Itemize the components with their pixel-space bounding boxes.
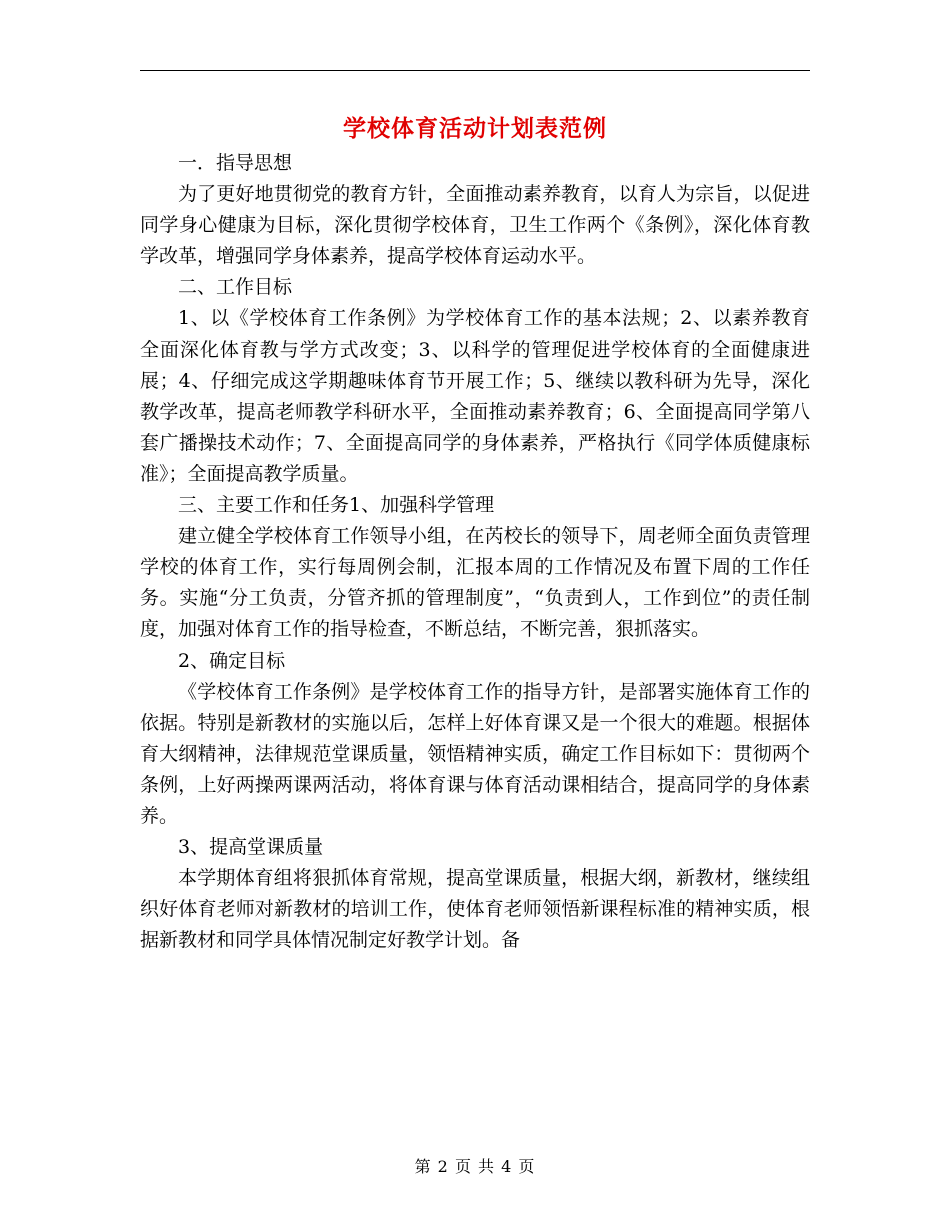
paragraph-guiding-ideology: 为了更好地贯彻党的教育方针，全面推动素养教育，以育人为宗旨，以促进同学身心健康为目标，深化贯彻学校体育，卫生工作两个《条例》，深化体育教学改革，增强同学身体素养，提高学校体育运动水平。 <box>140 183 810 268</box>
heading-main-tasks: 三、主要工作和任务1、加强科学管理 <box>178 494 495 517</box>
heading-set-goals: 2、确定目标 <box>178 649 286 672</box>
header-rule <box>140 70 810 71</box>
paragraph-work-goals: 1、以《学校体育工作条例》为学校体育工作的基本法规；2、以素养教育全面深化体育教与学方式改变；3、以科学的管理促进学校体育的全面健康进展；4、仔细完成这学期趣味体育节开展工作；5、继续以教科研为先导，深化教学改革，提高老师教学科研水平，全面推动素养教育；6、全面提高同学第八套广播操技术动作；7、全面提高同学的身体素养，严格执行《同学体质健康标准》；全面提高教学质量。 <box>140 307 810 485</box>
paragraph-management: 建立健全学校体育工作领导小组，在芮校长的领导下，周老师全面负责管理学校的体育工作，实行每周例会制，汇报本周的工作情况及布置下周的工作任务。实施“分工负责，分管齐抓的管理制度”，“负责到人，工作到位”的责任制度，加强对体育工作的指导检查，不断总结，不断完善，狠抓落实。 <box>140 525 810 641</box>
page-footer: 第 2 页 共 4 页 <box>414 1157 536 1176</box>
heading-class-quality: 3、提高堂课质量 <box>178 836 324 859</box>
heading-guiding-ideology: 一．指导思想 <box>178 152 293 174</box>
heading-work-goals: 二、工作目标 <box>178 276 293 299</box>
paragraph-set-goals: 《学校体育工作条例》是学校体育工作的指导方针，是部署实施体育工作的依据。特别是新教材的实施以后，怎样上好体育课又是一个很大的难题。根据体育大纲精神，法律规范堂课质量，领悟精神实质，确定工作目标如下：贯彻两个条例，上好两操两课两活动，将体育课与体育活动课相结合，提高同学的身体素养。 <box>140 680 810 827</box>
document-title: 学校体育活动计划表范例 <box>343 115 607 142</box>
document-body <box>140 148 810 956</box>
paragraph-class-quality: 本学期体育组将狠抓体育常规，提高堂课质量，根据大纲，新教材，继续组织好体育老师对新教材的培训工作，使体育老师领悟新课程标准的精神实质，根据新教材和同学具体情况制定好教学计划。备 <box>140 867 810 952</box>
